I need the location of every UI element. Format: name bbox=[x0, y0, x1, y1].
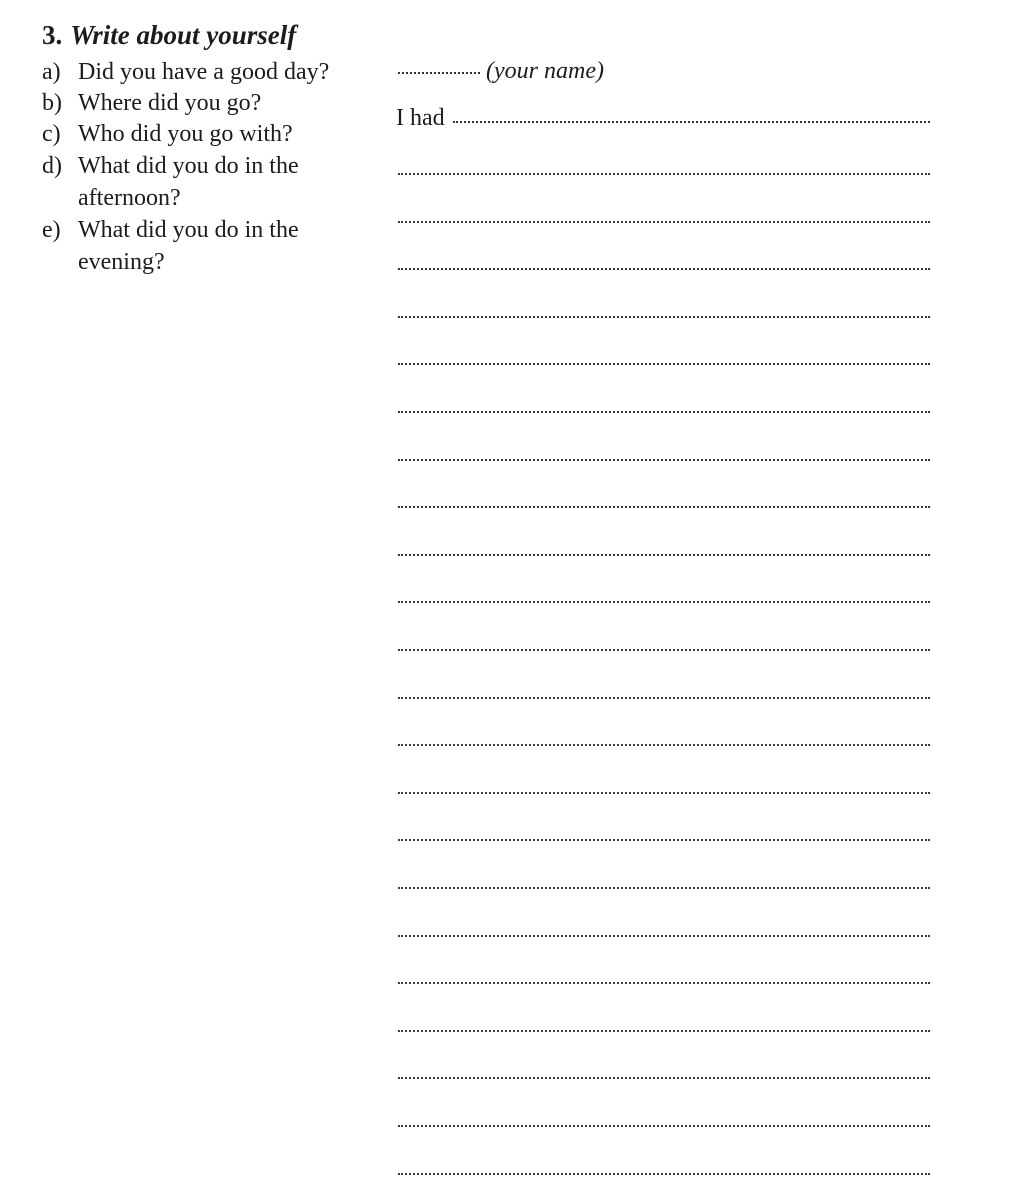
name-hint: (your name) bbox=[486, 58, 604, 84]
question-letter: d) bbox=[42, 153, 62, 179]
answer-starter: I had bbox=[396, 105, 445, 131]
question-text: What did you do in the afternoon? bbox=[78, 153, 299, 211]
question-text: What did you do in the evening? bbox=[78, 217, 299, 275]
writing-line[interactable] bbox=[398, 744, 930, 746]
exercise-heading bbox=[42, 18, 296, 52]
writing-line[interactable] bbox=[398, 792, 930, 794]
name-blank[interactable] bbox=[398, 71, 480, 74]
starter-blank[interactable] bbox=[453, 120, 930, 123]
starter-answer-line bbox=[396, 102, 930, 134]
writing-line[interactable] bbox=[398, 411, 930, 413]
question-text: Where did you go? bbox=[78, 90, 262, 116]
writing-line[interactable] bbox=[398, 1125, 930, 1127]
writing-line[interactable] bbox=[398, 173, 930, 175]
writing-line[interactable] bbox=[398, 935, 930, 937]
writing-line[interactable] bbox=[398, 1173, 930, 1175]
writing-line[interactable] bbox=[398, 1030, 930, 1032]
question-text: Who did you go with? bbox=[78, 121, 293, 147]
question-c bbox=[42, 118, 382, 150]
question-d bbox=[42, 150, 352, 214]
writing-line[interactable] bbox=[398, 649, 930, 651]
question-letter: b) bbox=[42, 90, 62, 116]
name-answer-line bbox=[398, 55, 604, 87]
writing-line[interactable] bbox=[398, 268, 930, 270]
writing-line[interactable] bbox=[398, 982, 930, 984]
writing-line[interactable] bbox=[398, 697, 930, 699]
exercise-title: Write about yourself bbox=[70, 20, 297, 50]
question-b bbox=[42, 87, 382, 119]
question-letter: c) bbox=[42, 121, 61, 147]
writing-line[interactable] bbox=[398, 839, 930, 841]
question-letter: e) bbox=[42, 217, 61, 243]
question-e bbox=[42, 214, 352, 278]
writing-line[interactable] bbox=[398, 221, 930, 223]
exercise-number: 3. bbox=[42, 20, 63, 50]
writing-line[interactable] bbox=[398, 363, 930, 365]
writing-line[interactable] bbox=[398, 1077, 930, 1079]
writing-line[interactable] bbox=[398, 459, 930, 461]
writing-line[interactable] bbox=[398, 554, 930, 556]
question-a bbox=[42, 56, 382, 88]
question-letter: a) bbox=[42, 59, 61, 85]
writing-line[interactable] bbox=[398, 887, 930, 889]
writing-line[interactable] bbox=[398, 506, 930, 508]
writing-line[interactable] bbox=[398, 601, 930, 603]
question-text: Did you have a good day? bbox=[78, 59, 330, 85]
writing-line[interactable] bbox=[398, 316, 930, 318]
